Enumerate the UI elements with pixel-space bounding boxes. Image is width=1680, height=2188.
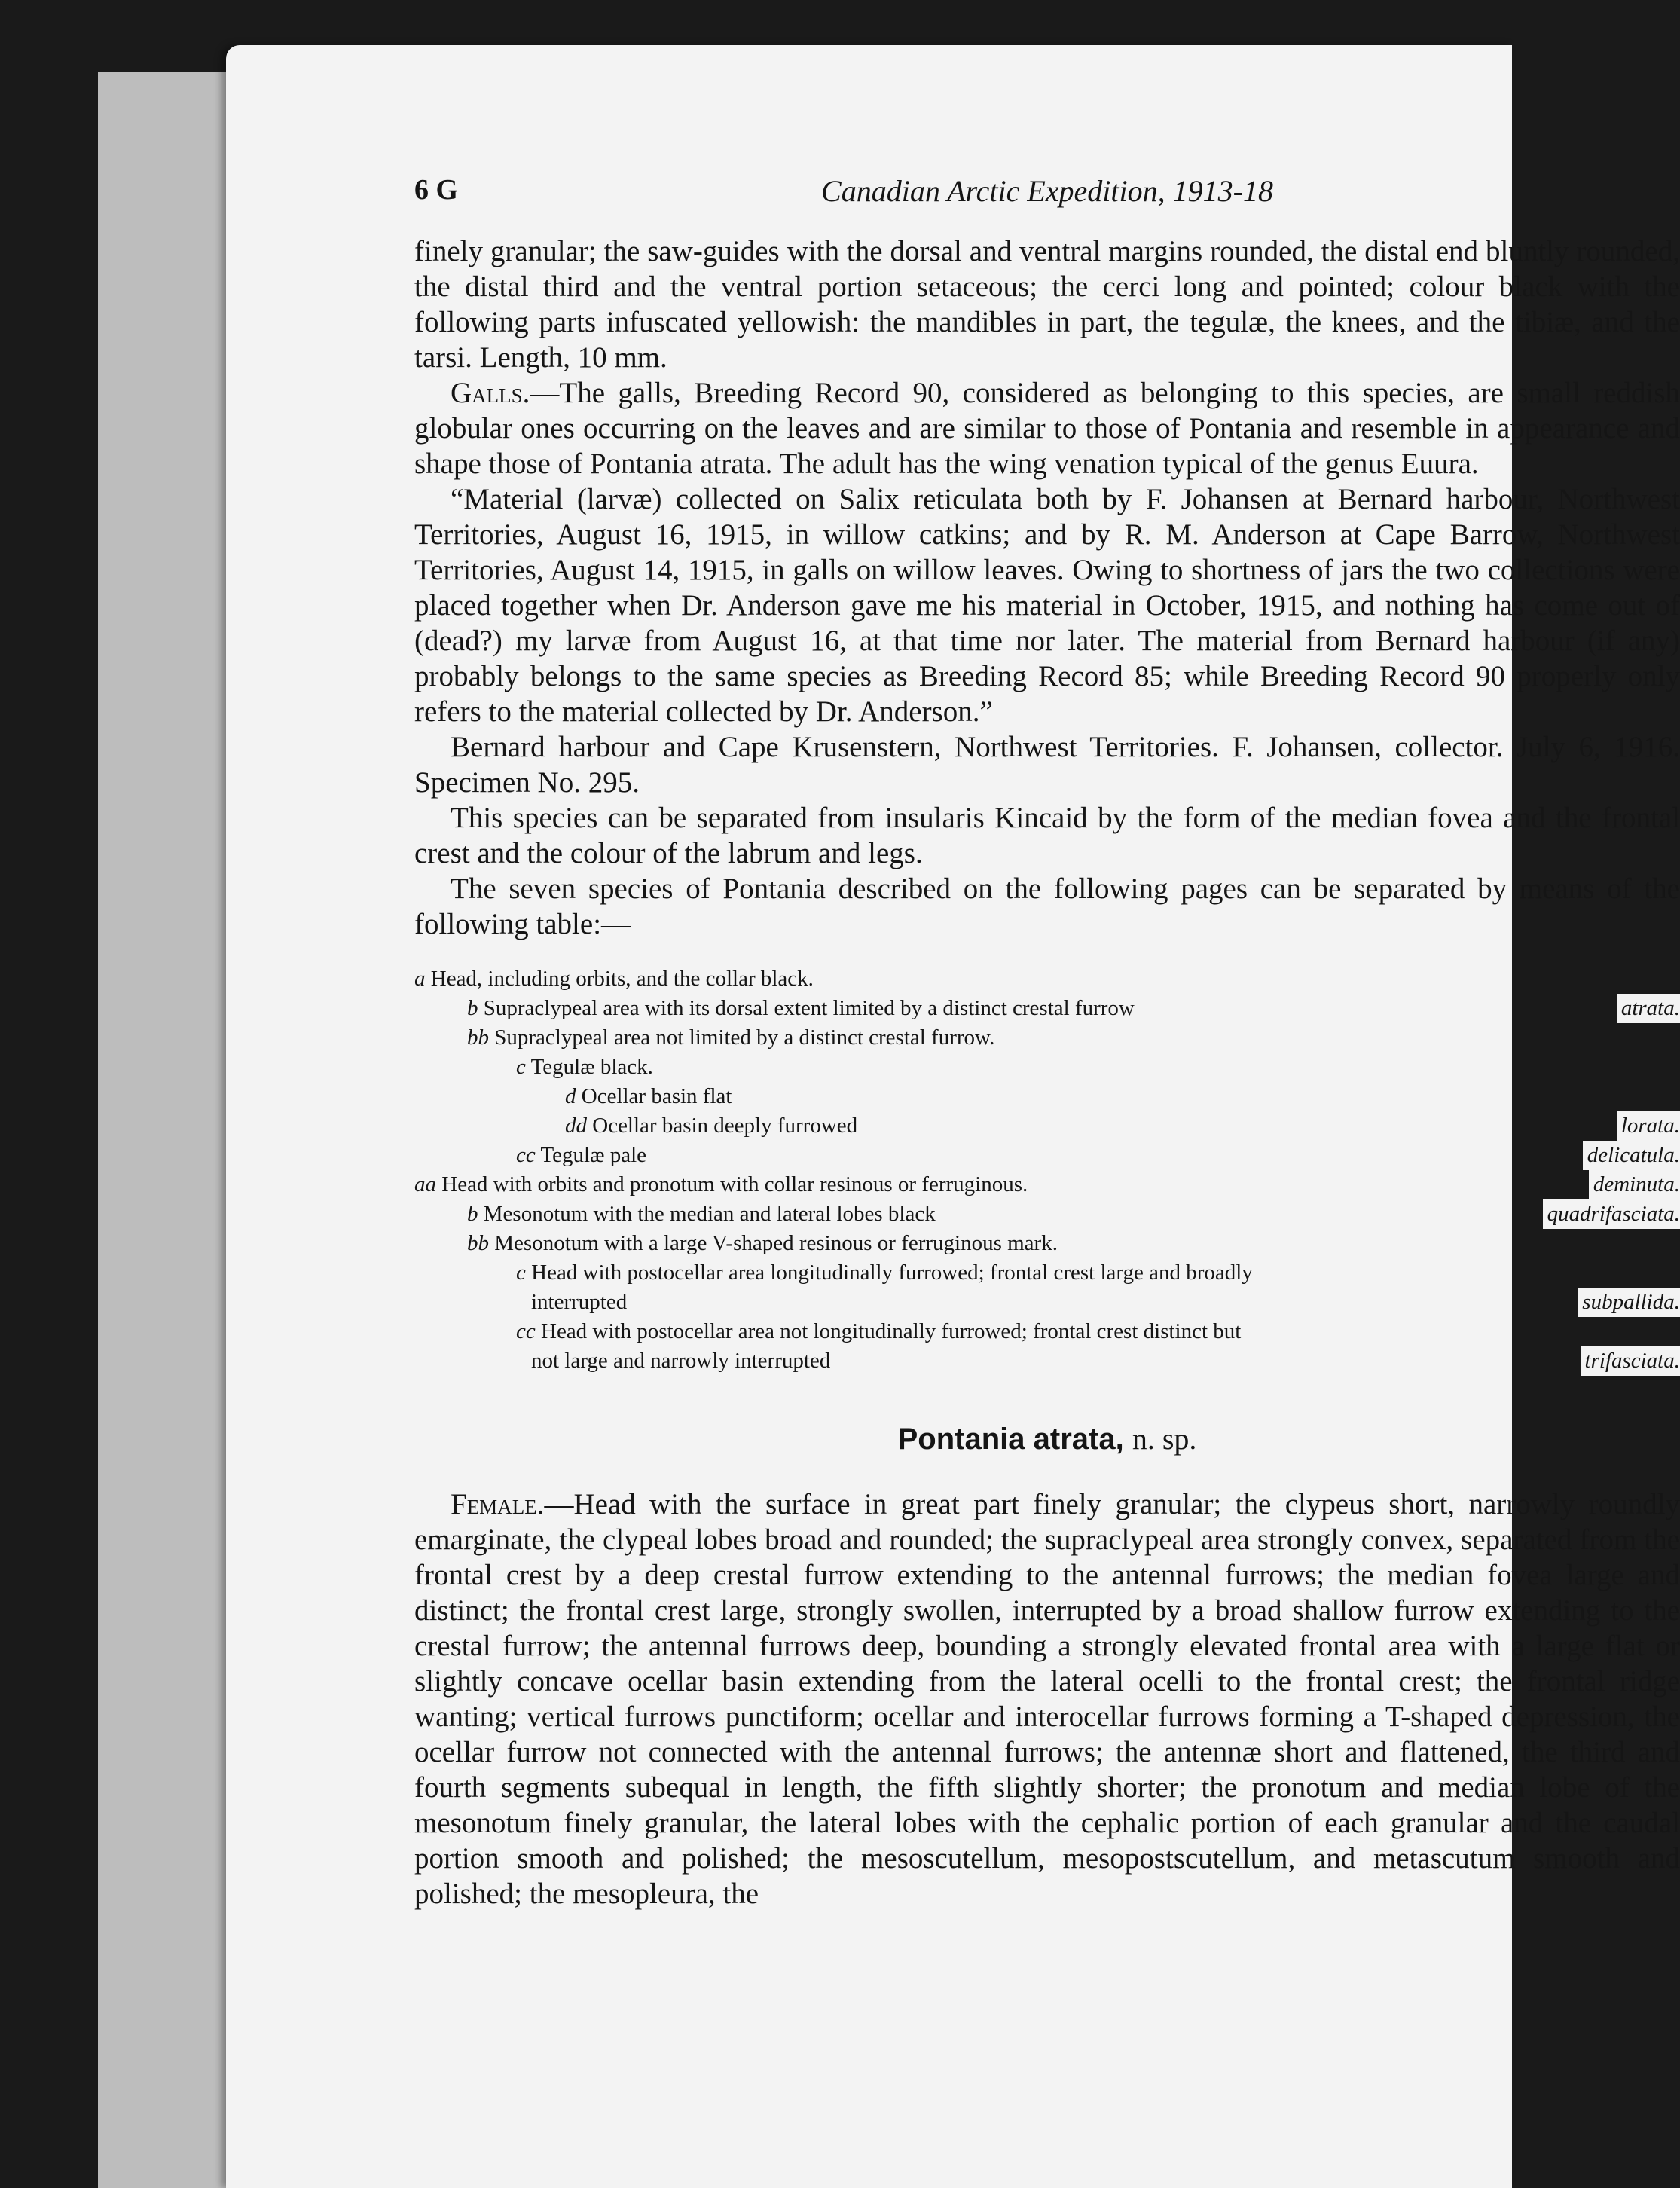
key-row — [414, 1199, 1680, 1229]
key-line — [467, 1229, 1462, 1258]
key-row — [414, 1258, 1680, 1317]
key-row — [414, 964, 1680, 994]
key-line — [516, 1141, 1462, 1170]
page-content — [414, 173, 1680, 1911]
key-line — [516, 1053, 1462, 1082]
key-taxon: delicatula. — [1583, 1141, 1680, 1170]
key-line — [516, 1258, 1462, 1288]
key-row — [414, 1023, 1680, 1053]
key-text: Head with orbits and pronotum with collar resinous or ferruginous. — [441, 1172, 1028, 1196]
running-head: Canadian Arctic Expedition, 1913-18 — [821, 174, 1273, 208]
key-label: aa — [414, 1172, 436, 1196]
key-taxon: deminuta. — [1589, 1170, 1680, 1199]
identification-key — [414, 964, 1680, 1376]
key-row — [414, 1229, 1680, 1258]
paragraph: Bernard harbour and Cape Krusenstern, Northwest Territories. F. Johansen, collector. July 6, 1916. Specimen No. 295. — [414, 731, 1680, 799]
key-line — [516, 1317, 1462, 1346]
key-label: bb — [467, 1231, 489, 1255]
key-line — [467, 1199, 1462, 1229]
description-paragraph — [414, 1487, 1680, 1911]
key-taxon: trifasciata. — [1581, 1346, 1680, 1376]
key-line — [467, 994, 1462, 1023]
key-row — [414, 1111, 1680, 1141]
key-label: b — [467, 1202, 478, 1226]
body-text — [414, 234, 1680, 942]
key-text: Tegulæ pale — [540, 1143, 646, 1167]
key-text: Ocellar basin deeply furrowed — [592, 1114, 858, 1138]
key-label: cc — [516, 1319, 536, 1343]
page-number: 6 G — [414, 174, 459, 206]
paragraph: This species can be separated from insularis Kincaid by the form of the median fovea and the frontal crest and the colour of the labrum and legs. — [414, 802, 1680, 869]
key-text: Mesonotum with the median and lateral lobes black — [483, 1202, 936, 1226]
book-page — [226, 45, 1680, 2188]
key-continuation: interrupted — [531, 1290, 628, 1314]
key-label: d — [565, 1084, 576, 1108]
species-name: Pontania atrata, — [897, 1423, 1124, 1456]
key-taxon: lorata. — [1617, 1111, 1680, 1141]
key-taxon: atrata. — [1617, 994, 1680, 1023]
key-text: Tegulæ black. — [530, 1055, 653, 1079]
key-text: Supraclypeal area not limited by a distinct crestal furrow. — [494, 1025, 995, 1050]
species-description — [414, 1487, 1680, 1911]
key-row — [414, 1053, 1680, 1082]
key-text: Head, including orbits, and the collar black. — [430, 967, 814, 991]
key-label: c — [516, 1261, 526, 1285]
key-line — [467, 1023, 1462, 1053]
key-label: c — [516, 1055, 526, 1079]
species-note: n. sp. — [1132, 1422, 1197, 1456]
key-line — [565, 1082, 1462, 1111]
description-lead: Female. — [451, 1488, 545, 1520]
page-header — [414, 173, 1680, 234]
key-taxon: subpallida. — [1578, 1288, 1680, 1317]
paragraph: finely granular; the saw-guides with the dorsal and ventral margins rounded, the distal end bluntly rounded, the distal third and the ventral portion setaceous; the cerci long and pointed; colour black with the following parts infuscated yellowish: the mandibles in part, the tegulæ, the knees, and the tibiæ, and the tarsi. Length, 10 mm. — [414, 235, 1680, 374]
key-row — [414, 1317, 1680, 1376]
key-text: Head with postocellar area not longitudinally furrowed; frontal crest distinct but — [541, 1319, 1242, 1343]
key-text: Ocellar basin flat — [581, 1084, 732, 1108]
key-label: cc — [516, 1143, 536, 1167]
key-text: Mesonotum with a large V-shaped resinous or ferruginous mark. — [494, 1231, 1058, 1255]
key-line — [414, 1170, 1462, 1199]
key-row — [414, 994, 1680, 1023]
key-line — [565, 1111, 1462, 1141]
key-label: b — [467, 996, 478, 1020]
key-row — [414, 1082, 1680, 1111]
key-row — [414, 1141, 1680, 1170]
key-label: a — [414, 967, 426, 991]
key-text: Supraclypeal area with its dorsal extent limited by a distinct crestal furrow — [483, 996, 1135, 1020]
key-line — [414, 964, 1462, 994]
species-heading — [414, 1421, 1680, 1456]
paragraph: The seven species of Pontania described on the following pages can be separated by means of the following table:— — [414, 872, 1680, 940]
key-row — [414, 1170, 1680, 1199]
section-lead: Galls. — [451, 377, 530, 409]
description-text: —Head with the surface in great part finely granular; the clypeus short, narrowly roundly emarginate, the clypeal lobes broad and rounded; the supraclypeal area strongly convex, separated from the frontal crest by a deep crestal furrow extending to the antennal furrows; the median fovea large and distinct; the frontal crest large, strongly swollen, interrupted by a broad shallow furrow extending to the crestal furrow; the antennal furrows deep, bounding a strongly elevated frontal area with a large flat or slightly concave ocellar basin extending from the lateral ocelli to the frontal crest; the frontal ridge wanting; vertical furrows punctiform; ocellar and interocellar furrows forming a T-shaped depression, the ocellar furrow not connected with the antennal furrows; the antennæ short and flattened, the third and fourth segments subequal in length, the fifth slightly shorter; the pronotum and median lobe of the mesonotum finely granular, the lateral lobes with the cephalic portion of each granular and the caudal portion smooth and polished; the mesoscutellum, mesopostscutellum, and metascutum smooth and polished; the mesopleura, the — [414, 1488, 1680, 1910]
key-label: bb — [467, 1025, 489, 1050]
paragraph-text: —The galls, Breeding Record 90, considered as belonging to this species, are small reddish globular ones occurring on the leaves and are similar to those of Pontania and resemble in appearance and shape those of Pontania atrata. The adult has the wing venation typical of the genus Euura. — [414, 377, 1680, 480]
key-label: dd — [565, 1114, 587, 1138]
paragraph: “Material (larvæ) collected on Salix reticulata both by F. Johansen at Bernard harbour, Northwest Territories, August 16, 1915, in willow catkins; and by R. M. Anderson at Cape Barrow, Northwest Territories, August 14, 1915, in galls on willow leaves. Owing to shortness of jars the two collections were placed together when Dr. Anderson gave me his material in October, 1915, and nothing has come out of (dead?) my larvæ from August 16, at that time nor later. The material from Bernard harbour (if any) probably belongs to the same species as Breeding Record 85; while Breeding Record 90 properly only refers to the material collected by Dr. Anderson.” — [414, 483, 1680, 728]
key-taxon: quadrifasciata. — [1543, 1199, 1680, 1229]
paragraph-galls — [414, 375, 1680, 481]
key-text: Head with postocellar area longitudinally furrowed; frontal crest large and broadly — [531, 1261, 1253, 1285]
key-continuation: not large and narrowly interrupted — [531, 1349, 831, 1373]
